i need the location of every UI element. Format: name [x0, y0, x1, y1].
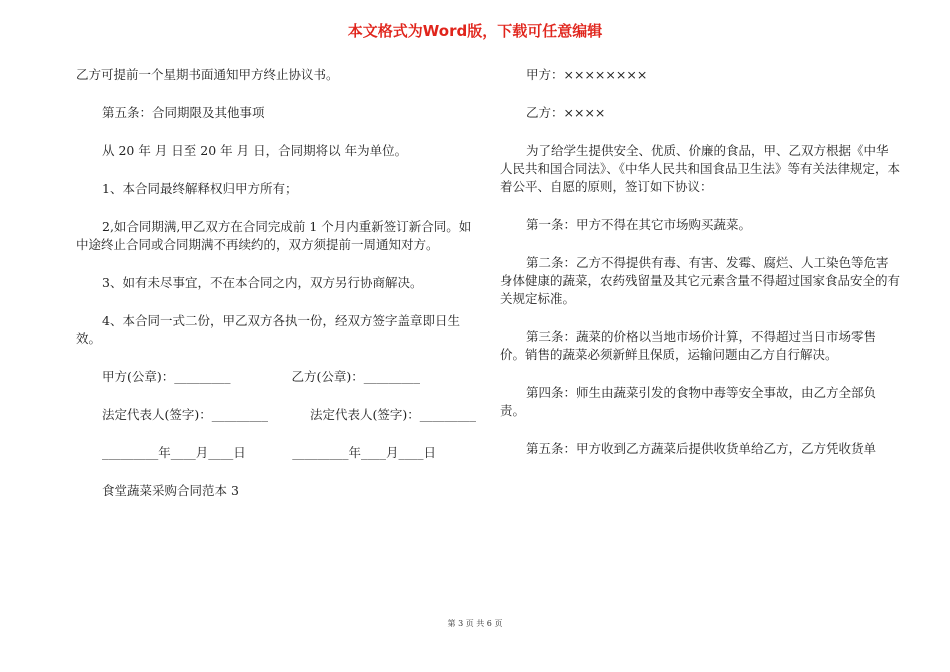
page-number: 第 3 页 共 6 页 [447, 619, 503, 628]
party-b-line: 乙方：×××× [526, 105, 606, 120]
party-b-representative-line: 法定代表人(签字)：_________ [309, 407, 476, 422]
date-row [76, 444, 476, 462]
clause-5: 第五条：甲方收到乙方蔬菜后提供收货单给乙方，乙方凭收货单 [526, 441, 877, 456]
paragraph: 1、本合同最终解释权归甲方所有； [102, 181, 298, 196]
clause-2: 第二条：乙方不得提供有毒、有害、发霉、腐烂、人工染色等危害身体健康的蔬菜，农药残留量及其它元素含量不得超过国家食品安全的有关规定标准。 [500, 255, 901, 306]
paragraph: 2,如合同期满,甲乙双方在合同完成前 1 个月内重新签订新合同。如中途终止合同或合同期满不再续约的，双方须提前一周通知对方。 [76, 219, 472, 252]
document-title: 食堂蔬菜采购合同范本 3 [102, 483, 239, 498]
party-a-date-line: _________年____月____日 [102, 445, 246, 460]
left-column [76, 66, 476, 520]
clause-1: 第一条：甲方不得在其它市场购买蔬菜。 [526, 217, 752, 232]
word-format-banner: 本文格式为Word版，下载可任意编辑 [347, 22, 603, 40]
clause-4: 第四条：师生由蔬菜引发的食物中毒等安全事故，由乙方全部负责。 [500, 385, 877, 418]
preamble-paragraph: 为了给学生提供安全、优质、价廉的食品，甲、乙双方根据《中华人民共和国合同法》、《中华人民共和国食品卫生法》等有关法律规定，本着公平、自愿的原则，签订如下协议： [500, 143, 901, 194]
representative-signature-row [76, 406, 476, 424]
right-column [500, 66, 900, 478]
party-b-seal-line: 乙方(公章)：_________ [291, 369, 420, 384]
paragraph: 4、本合同一式二份，甲乙双方各执一份，经双方签字盖章即日生效。 [76, 313, 460, 346]
party-a-line: 甲方：×××××××× [526, 67, 648, 82]
party-a-representative-line: 法定代表人(签字)：_________ [102, 407, 269, 422]
paragraph: 乙方可提前一个星期书面通知甲方终止协议书。 [76, 67, 339, 82]
party-a-seal-line: 甲方(公章)：_________ [102, 369, 231, 384]
paragraph: 3、如有未尽事宜，不在本合同之内，双方另行协商解决。 [102, 275, 423, 290]
clause-3: 第三条：蔬菜的价格以当地市场价计算，不得超过当日市场零售价。销售的蔬菜必须新鲜且保质，运输问题由乙方自行解决。 [500, 329, 877, 362]
paragraph: 从 20 年 月 日至 20 年 月 日，合同期将以 年为单位。 [102, 143, 408, 158]
section-heading: 第五条：合同期限及其他事项 [102, 105, 265, 120]
seal-signature-row [76, 368, 476, 386]
party-b-date-line: _________年____月____日 [292, 445, 436, 460]
